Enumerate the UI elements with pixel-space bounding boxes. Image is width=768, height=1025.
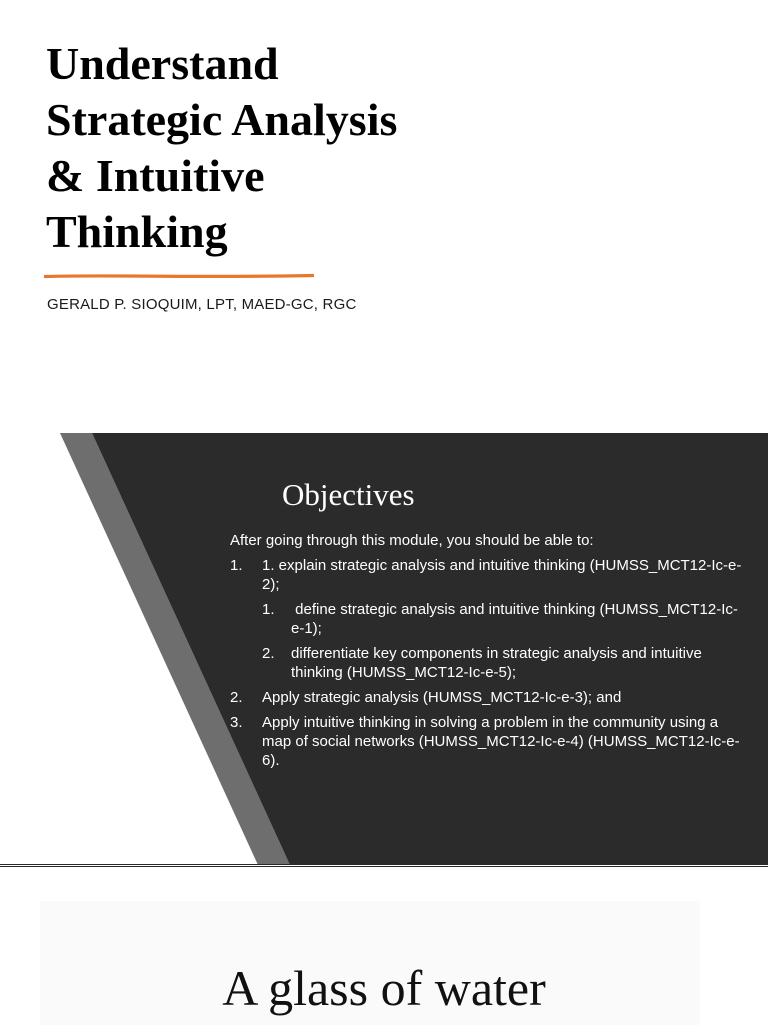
objectives-sublist	[262, 600, 750, 682]
glass-of-water-slide	[0, 866, 768, 1025]
slide-title	[46, 36, 646, 260]
list-item-text: 1. explain strategic analysis and intuitive thinking (HUMSS_MCT12-Ic-e-2);	[262, 557, 742, 593]
objectives-heading: Objectives	[282, 477, 415, 512]
list-item-text: differentiate key components in strategic analysis and intuitive thinking (HUMSS_MCT12-Ic-e-5);	[291, 645, 702, 681]
list-item-number: 2.	[230, 689, 243, 706]
slide-title-line: Understand	[46, 38, 279, 89]
list-item-number: 3.	[230, 714, 243, 731]
list-item	[262, 644, 750, 682]
list-item	[230, 556, 750, 682]
list-item	[230, 713, 750, 770]
title-accent-underline	[44, 273, 314, 279]
objectives-list	[230, 556, 750, 770]
slide-title-line: Thinking	[46, 206, 228, 257]
list-item-number: 1.	[230, 557, 243, 574]
list-item	[262, 600, 750, 638]
list-item-text: Apply intuitive thinking in solving a problem in the community using a map of social networks (HUMSS_MCT12-Ic-e-4) (HUMSS_MCT12-Ic-e-6).	[262, 714, 740, 769]
list-item	[230, 688, 750, 707]
objectives-intro: After going through this module, you should be able to:	[230, 532, 594, 549]
list-item-number: 2.	[262, 645, 275, 662]
list-item-text: Apply strategic analysis (HUMSS_MCT12-Ic-e-3); and	[262, 689, 622, 706]
author-name: GERALD P. SIOQUIM, LPT, MAED-GC, RGC	[47, 296, 357, 313]
list-item-text: define strategic analysis and intuitive thinking (HUMSS_MCT12-Ic-e-1);	[291, 601, 738, 637]
slide-title-line: Strategic Analysis	[46, 94, 398, 145]
title-slide	[0, 0, 768, 432]
objectives-content	[230, 531, 750, 776]
slide-title-line: & Intuitive	[46, 150, 265, 201]
objectives-slide	[0, 433, 768, 865]
list-item-number: 1.	[262, 601, 275, 618]
slide-heading: A glass of water	[222, 960, 546, 1016]
